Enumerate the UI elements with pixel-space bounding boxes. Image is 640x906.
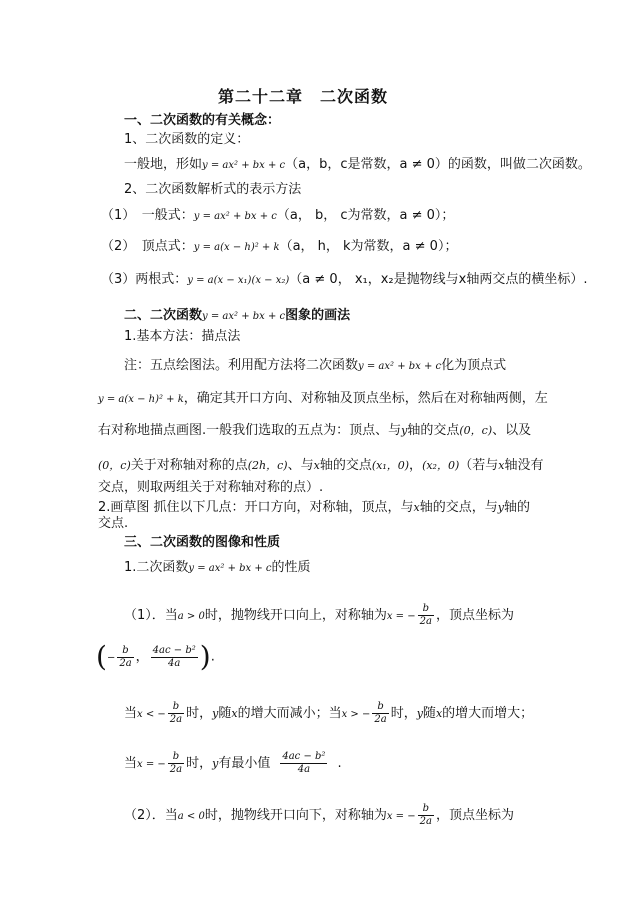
note-3-point: (0，c)	[459, 424, 493, 437]
note-1-text-a: 注：五点绘图法。利用配方法将二次函数	[124, 358, 359, 373]
section-3-sub-1-text-a: 1.二次函数	[124, 560, 189, 575]
case-positive-line	[124, 603, 514, 630]
monotonic-y-2: y	[416, 707, 423, 720]
axis-fraction-denominator: 2a	[419, 616, 432, 627]
monotonic-text-b: 时，	[186, 706, 213, 721]
definition-text-b: （a，b，c是常数，a ≠ 0）的函数，叫做二次函数。	[285, 157, 591, 172]
vertex-y-fraction	[151, 645, 198, 670]
form-roots-condition: （a ≠ 0， x₁，x₂是抛物线与x轴两交点的横坐标）.	[289, 272, 588, 287]
note-line-2	[98, 390, 548, 409]
sketch-text-a: 2.画草图 抓住以下几点：开口方向，对称轴，顶点，与	[98, 500, 414, 515]
form-general-condition: （a， b， c为常数，a ≠ 0）；	[276, 208, 455, 223]
axis-fraction-numerator: b	[418, 603, 434, 616]
sketch-line-2: 交点.	[98, 516, 129, 531]
vertex-comma: ，	[135, 649, 149, 665]
monotonic-text-e: 时，	[390, 706, 417, 721]
sketch-text-b: 轴的交点，与	[419, 500, 498, 515]
case-positive-text-b: 时，抛物线开口向上，对称轴为	[204, 608, 387, 623]
vertex-period: .	[210, 649, 215, 665]
monotonic-fraction-2-denominator: 2a	[374, 714, 387, 725]
minimum-fraction	[168, 751, 184, 776]
chapter-title: 第二十二章 二次函数	[218, 87, 389, 106]
case-positive-text-a: （1）．当	[124, 608, 178, 623]
monotonic-text-c: 随	[218, 706, 232, 721]
minimum-period: .	[337, 756, 342, 771]
note-4-separator: ，	[409, 458, 423, 473]
case-negative-condition: a < 0	[177, 811, 205, 822]
minimum-y: y	[212, 757, 219, 770]
monotonic-text-a: 当	[124, 706, 138, 721]
axis-formula-lhs-2: x = −	[386, 811, 416, 822]
note-4-text-b: 、与	[287, 458, 314, 473]
axis-fraction-2-numerator: b	[418, 803, 434, 816]
case-negative-text-a: （2）．当	[124, 808, 178, 823]
form-vertex-equation: y = a(x − h)² + k	[193, 242, 280, 253]
note-line-5: 交点，则取两组关于对称轴对称的点）.	[98, 480, 324, 495]
form-roots-label: （3）两根式：	[101, 272, 188, 287]
minimum-value-numerator: 4ac − b²	[282, 751, 326, 762]
monotonic-text-d: 的增大而减小；当	[237, 706, 342, 721]
note-line-1	[124, 357, 506, 376]
sketch-y: y	[497, 501, 504, 514]
definition-text-a: 一般地，形如	[124, 157, 203, 172]
sketch-line	[98, 499, 530, 517]
definition-equation: y = ax² + bx + c	[202, 160, 286, 171]
monotonic-y: y	[212, 707, 219, 720]
sketch-text-c: 轴的	[504, 500, 531, 515]
axis-fraction-2-denominator: 2a	[419, 816, 432, 827]
monotonic-text-f: 随	[422, 706, 436, 721]
definition-line	[124, 156, 591, 175]
form-vertex-condition: （a， h， k为常数，a ≠ 0）；	[279, 239, 458, 254]
minimum-x: x = −	[137, 759, 166, 770]
section-1-sub-1: 1、二次函数的定义：	[124, 132, 250, 147]
minimum-text-c: 有最小值	[218, 756, 271, 771]
section-1-sub-2: 2、二次函数解析式的表示方法	[124, 182, 302, 197]
note-3-y: y	[401, 424, 408, 437]
form-roots-equation: y = a(x − x₁)(x − x₂)	[187, 275, 290, 286]
vertex-minus: −	[106, 652, 116, 664]
vertex-x-fraction	[117, 645, 133, 670]
vertex-y-numerator: 4ac − b²	[152, 644, 196, 656]
minimum-text-a: 当	[124, 756, 138, 771]
case-negative-text-b: 时，抛物线开口向下，对称轴为	[204, 808, 387, 823]
vertex-x-numerator: b	[117, 645, 133, 658]
right-paren: )	[199, 640, 211, 673]
form-general-equation: y = ax² + bx + c	[193, 211, 277, 222]
case-positive-condition: a > 0	[177, 611, 205, 622]
section-3-sub-1-equation: y = ax² + bx + c	[188, 563, 272, 574]
monotonic-x: x	[231, 707, 238, 720]
minimum-value-fraction	[280, 751, 327, 776]
monotonic-fraction-1-denominator: 2a	[169, 714, 183, 725]
vertex-y-denominator: 4a	[168, 657, 181, 669]
form-vertex-line	[101, 238, 457, 257]
note-4-point-3: (x₁，0)	[371, 459, 410, 472]
section-3-sub-1-text-b: 的性质	[271, 560, 311, 575]
case-negative-line	[124, 803, 514, 830]
note-4-x-2: x	[498, 459, 505, 472]
minimum-line	[124, 750, 342, 779]
form-general-line	[101, 207, 454, 226]
monotonic-x-lt: x < −	[137, 709, 166, 720]
case-positive-text-c: ，顶点坐标为	[435, 608, 514, 623]
section-3-sub-1	[124, 559, 311, 578]
monotonic-x-2: x	[435, 707, 443, 720]
axis-fraction	[418, 603, 434, 628]
note-4-point-2: (2h，c)	[247, 459, 288, 472]
monotonic-fraction-2	[372, 701, 388, 726]
note-2-text: ，确定其开口方向、对称轴及顶点坐标，然后在对称轴两侧，左	[183, 391, 548, 406]
note-4-text-c: 轴的交点	[319, 458, 372, 473]
section-1-heading: 一、二次函数的有关概念：	[124, 113, 281, 128]
monotonic-x-gt: x > −	[341, 709, 371, 720]
minimum-value-denominator: 4a	[297, 764, 311, 775]
section-2-heading-a: 二、二次函数	[124, 308, 203, 323]
left-paren: (	[96, 640, 107, 673]
note-3-text-a: 右对称地描点画图.一般我们选取的五点为：顶点、与	[98, 423, 402, 438]
note-line-3	[98, 422, 531, 440]
form-general-label: （1） 一般式：	[101, 208, 194, 223]
note-1-equation: y = ax² + bx + c	[358, 361, 442, 372]
monotonic-fraction-2-numerator: b	[372, 701, 388, 714]
section-2-heading	[124, 307, 350, 326]
axis-formula-lhs: x = −	[386, 611, 416, 622]
section-2-sub-1: 1.基本方法：描点法	[124, 329, 241, 344]
monotonic-fraction-1	[168, 701, 184, 726]
note-2-equation: y = a(x − h)² + k	[98, 394, 184, 405]
note-1-text-b: 化为顶点式	[441, 358, 507, 373]
sketch-x: x	[413, 501, 420, 514]
note-4-x: x	[313, 459, 320, 472]
vertex-x-denominator: 2a	[119, 657, 132, 669]
case-negative-text-c: ，顶点坐标为	[435, 808, 514, 823]
minimum-fraction-numerator: b	[168, 751, 184, 764]
note-4-text-e: 轴没有	[504, 458, 544, 473]
monotonic-fraction-1-numerator: b	[168, 701, 184, 714]
note-4-text-d: （若与	[459, 458, 499, 473]
note-4-point-4: (x₂，0)	[422, 459, 460, 472]
form-vertex-label: （2） 顶点式：	[101, 239, 194, 254]
minimum-fraction-denominator: 2a	[169, 764, 183, 775]
minimum-text-b: 时，	[186, 756, 213, 771]
note-3-text-b: 轴的交点	[407, 423, 460, 438]
section-2-heading-equation: y = ax² + bx + c	[202, 311, 286, 322]
monotonic-line	[124, 700, 533, 729]
note-4-text-a: 关于对称轴对称的点	[130, 458, 248, 473]
note-line-4	[98, 457, 544, 475]
vertex-coordinate-line	[96, 640, 215, 676]
note-3-text-c: 、以及	[492, 423, 532, 438]
note-4-point-1: (0，c)	[98, 459, 131, 472]
section-2-heading-b: 图象的画法	[285, 308, 351, 323]
section-3-heading: 三、二次函数的图像和性质	[124, 535, 281, 550]
form-roots-line	[101, 271, 587, 290]
axis-fraction-2	[418, 803, 434, 828]
monotonic-text-g: 的增大而增大；	[442, 706, 534, 721]
